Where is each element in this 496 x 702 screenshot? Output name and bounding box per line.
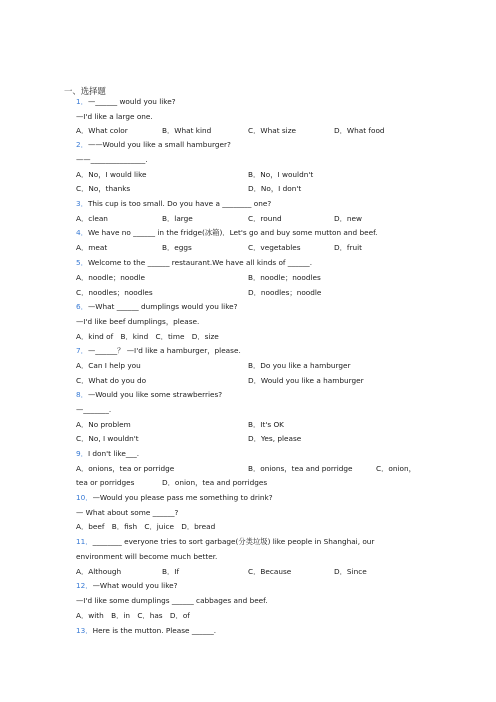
question-2 bbox=[76, 140, 231, 149]
option-b[interactable]: B．onions，tea and porridge bbox=[248, 464, 353, 473]
option-d[interactable]: D．noodles；noodle bbox=[248, 288, 322, 297]
question-stem: This cup is too small. Do you have a ________ one? bbox=[87, 199, 272, 208]
option-b[interactable]: B．What kind bbox=[162, 126, 212, 135]
question-stem: —Would you please pass me something to drink? bbox=[92, 493, 273, 502]
option-d[interactable]: D．Yes, please bbox=[248, 434, 302, 443]
question-11 bbox=[76, 537, 374, 546]
option-c[interactable]: C．vegetables bbox=[248, 243, 301, 252]
question-number: 1． bbox=[76, 97, 88, 106]
question-10 bbox=[76, 493, 273, 502]
option-d[interactable]: D．onion，tea and porridges bbox=[162, 478, 268, 487]
question-number: 10． bbox=[76, 493, 93, 502]
option-c[interactable]: C．What do you do bbox=[76, 376, 147, 385]
question-13 bbox=[76, 626, 216, 635]
question-4 bbox=[76, 228, 377, 237]
option-b[interactable]: B．No，I wouldn't bbox=[248, 170, 314, 179]
question-reply: —_______. bbox=[76, 405, 112, 414]
option-a[interactable]: A．No problem bbox=[76, 420, 131, 429]
option-d[interactable]: D．No，I don't bbox=[248, 184, 302, 193]
question-12 bbox=[76, 581, 178, 590]
question-3 bbox=[76, 199, 271, 208]
question-stem: —Would you like some strawberries? bbox=[87, 390, 223, 399]
question-number: 11． bbox=[76, 537, 93, 546]
question-reply: — What about some ______? bbox=[76, 508, 179, 517]
option-a[interactable]: A．onions，tea or porridge bbox=[76, 464, 175, 473]
question-number: 9． bbox=[76, 449, 88, 458]
question-number: 2． bbox=[76, 140, 88, 149]
option-c[interactable]: C．What size bbox=[248, 126, 297, 135]
option-d[interactable]: D．new bbox=[334, 214, 362, 223]
option-d[interactable]: D．Since bbox=[334, 567, 367, 576]
option-b[interactable]: B．If bbox=[162, 567, 180, 576]
question-number: 3． bbox=[76, 199, 88, 208]
section-title: 一、选择题 bbox=[64, 86, 106, 96]
question-1 bbox=[76, 97, 176, 106]
question-stem: ________ everyone tries to sort garbage(分类垃圾) like people in Shanghai, our bbox=[92, 537, 375, 546]
option-c[interactable]: C．Because bbox=[248, 567, 292, 576]
question-number: 4． bbox=[76, 228, 88, 237]
options-line[interactable]: A．with B．in C．has D．of bbox=[76, 611, 190, 620]
question-stem-continued: environment will become much better. bbox=[76, 552, 218, 561]
option-a[interactable]: A．What color bbox=[76, 126, 128, 135]
question-stem: —______？ —I'd like a hamburger，please. bbox=[87, 346, 241, 355]
option-d[interactable]: D．fruit bbox=[334, 243, 362, 252]
option-d[interactable]: D．What food bbox=[334, 126, 385, 135]
options-line[interactable]: A．kind of B．kind C．time D．size bbox=[76, 332, 219, 341]
question-number: 8． bbox=[76, 390, 88, 399]
question-stem: —What would you like? bbox=[92, 581, 178, 590]
question-stem: We have no ______ in the fridge(冰箱)．Let's go and buy some mutton and beef. bbox=[87, 228, 378, 237]
option-a[interactable]: A．noodle；noodle bbox=[76, 273, 145, 282]
option-b[interactable]: B．It's OK bbox=[248, 420, 284, 429]
option-c[interactable]: C．round bbox=[248, 214, 282, 223]
question-8 bbox=[76, 390, 222, 399]
question-stem: —What ______ dumplings would you like? bbox=[87, 302, 238, 311]
option-c-continued[interactable]: tea or porridges bbox=[76, 478, 135, 487]
option-c[interactable]: C．No, I wouldn't bbox=[76, 434, 139, 443]
option-a[interactable]: A．Although bbox=[76, 567, 122, 576]
question-reply: —I'd like some dumplings ______ cabbages and beef. bbox=[76, 596, 268, 605]
question-number: 5． bbox=[76, 258, 88, 267]
question-reply: ——_______________. bbox=[76, 155, 148, 164]
question-stem: —______ would you like? bbox=[87, 97, 176, 106]
question-stem: Here is the mutton. Please ______. bbox=[92, 626, 217, 635]
option-a[interactable]: A．meat bbox=[76, 243, 108, 252]
question-reply: —I'd like a large one. bbox=[76, 112, 153, 121]
question-number: 13． bbox=[76, 626, 93, 635]
option-a[interactable]: A．No，I would like bbox=[76, 170, 147, 179]
option-a[interactable]: A．clean bbox=[76, 214, 108, 223]
question-reply: —I'd like beef dumplings，please. bbox=[76, 317, 200, 326]
question-stem: ——Would you like a small hamburger? bbox=[87, 140, 231, 149]
question-number: 6． bbox=[76, 302, 88, 311]
option-c[interactable]: C．No，thanks bbox=[76, 184, 131, 193]
option-a[interactable]: A．Can I help you bbox=[76, 361, 141, 370]
option-b[interactable]: B．large bbox=[162, 214, 193, 223]
option-c[interactable]: C．noodles；noodles bbox=[76, 288, 153, 297]
options-line[interactable]: A．beef B．fish C．juice D．bread bbox=[76, 522, 216, 531]
question-6 bbox=[76, 302, 238, 311]
option-c[interactable]: C．onion， bbox=[376, 464, 416, 473]
question-7 bbox=[76, 346, 241, 355]
question-9 bbox=[76, 449, 139, 458]
question-number: 12． bbox=[76, 581, 93, 590]
question-number: 7． bbox=[76, 346, 88, 355]
question-5 bbox=[76, 258, 312, 267]
option-b[interactable]: B．eggs bbox=[162, 243, 192, 252]
option-d[interactable]: D．Would you like a hamburger bbox=[248, 376, 364, 385]
option-b[interactable]: B．Do you like a hamburger bbox=[248, 361, 351, 370]
question-stem: I don't like___. bbox=[87, 449, 140, 458]
option-b[interactable]: B．noodle；noodles bbox=[248, 273, 321, 282]
question-stem: Welcome to the ______ restaurant.We have all kinds of ______. bbox=[87, 258, 313, 267]
